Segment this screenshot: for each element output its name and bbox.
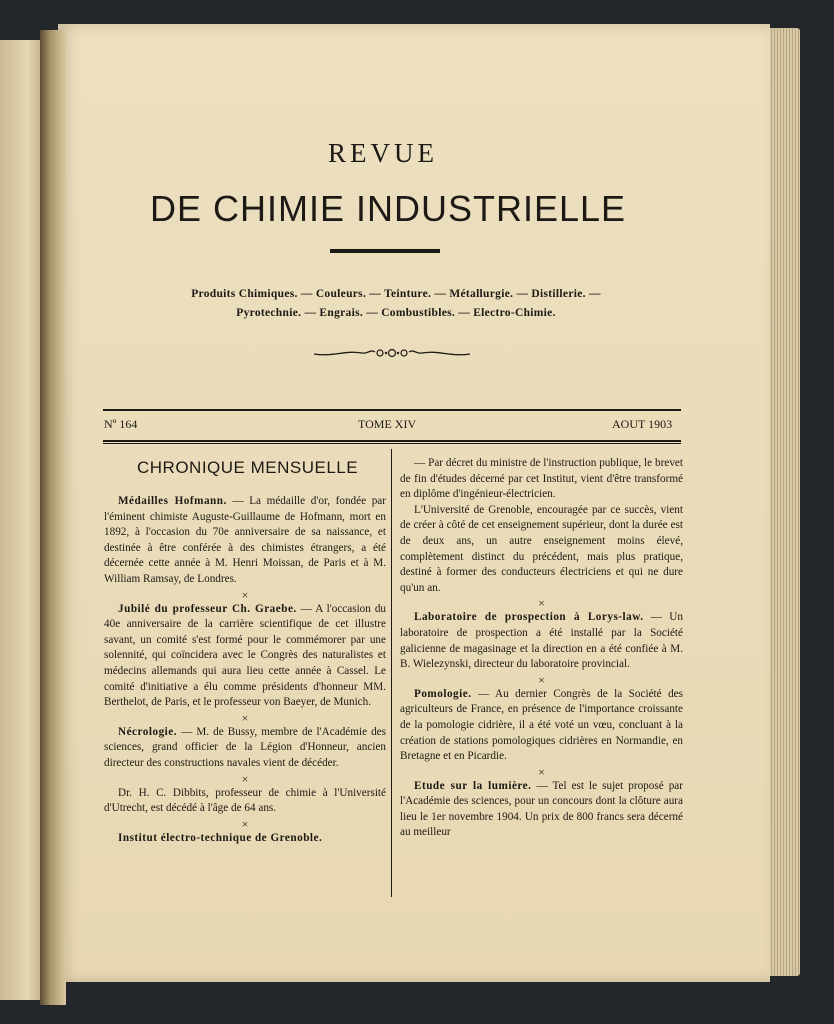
article-text: — A l'occasion du 40e anniversaire de la carrière scientifique de cet illustre savant, un comité s'est formé pour le commémorer par une solennité, qui coïncidera avec le Congrès des naturalistes et médecins allemands qui aura lieu cette année à Cassel. Le comité d'initiative a élu comme présidents d'honneur MM. Berthelot, de Paris, et le professeur von Baeyer, de Munich. <box>104 602 387 709</box>
article-heading: Pomologie. <box>414 687 472 700</box>
title-rule <box>330 249 440 253</box>
header-rule-bottom <box>103 440 681 442</box>
article-jubile <box>104 602 386 711</box>
separator-icon: × <box>538 596 545 611</box>
article-heading: Institut électro-technique de Grenoble. <box>118 831 323 844</box>
article-heading: Nécrologie. <box>118 725 178 738</box>
journal-overtitle: REVUE <box>328 138 438 168</box>
issue-date: AOUT 1903 <box>612 417 673 431</box>
article-text: — M. de Bussy, membre de l'Académie des sciences, grand officier de la Légion d'Honneur, ancien directeur des constructions navales vient de décéder. <box>104 725 386 769</box>
topics-line-2: Pyrotechnie. — Engrais. — Combustibles. — Electro-Chimie. <box>236 307 556 319</box>
separator-icon: × <box>538 764 545 779</box>
article-text: — La médaille d'or, fondée par l'éminent chimiste Auguste-Guillaume de Hofmann, mort en 1892, à l'occasion du 70e anniversaire de sa naissance, et destinée à être conférée à des chimistes étrangers, a été décernée cette année à M. Henri Moissan, de Paris et à M. William Ramsay, de Londres. <box>104 495 386 585</box>
article-medailles <box>104 494 386 588</box>
journal-title: DE CHIMIE INDUSTRIELLE <box>149 188 627 229</box>
article-lumiere <box>400 779 683 841</box>
right-column <box>400 456 683 841</box>
article-text: — Un laboratoire de prospection a été installé par la Société galicienne de magasinage et la direction en a été confiée à M. B. Wielezynski, directeur du laboratoire provincial. <box>400 611 683 671</box>
separator-icon: × <box>241 771 249 786</box>
section-title: CHRONIQUE MENSUELLE <box>137 458 359 477</box>
topics-line-1: Produits Chimiques. — Couleurs. — Teinture. — Métallurgie. — Distillerie. — <box>191 288 601 300</box>
tome-label: TOME XIV <box>358 417 417 431</box>
article-institut <box>104 831 386 847</box>
separator-icon: × <box>241 587 249 602</box>
journal-topics <box>96 285 696 323</box>
left-column <box>104 494 386 846</box>
article-laboratoire <box>400 610 683 672</box>
article-universite: L'Université de Grenoble, encouragée par ce succès, vient de créer à côté de cet enseignement supérieur, dont la durée est de deux ans, un autre enseignement moins élevé, complètement distinct du précédent, mais plus pratique, destiné à former des conducteurs électriciens et qui ne dure qu'un an. <box>400 503 683 594</box>
article-heading: Jubilé du professeur Ch. Graebe. <box>118 602 297 615</box>
issue-number: Nº 164 <box>104 417 138 431</box>
article-heading: Laboratoire de prospection à Lorys-law. <box>414 611 644 624</box>
article-pomologie <box>400 687 683 765</box>
header-rule-top <box>103 409 681 411</box>
article-dibbits: Dr. H. C. Dibbits, professeur de chimie à l'Université d'Utrecht, est décédé à l'âge de 64 ans. <box>104 786 386 815</box>
separator-icon: × <box>241 816 249 831</box>
article-institut-continued: — Par décret du ministre de l'instruction publique, le brevet de fin d'études décerné par cet Institut, vient d'être transformé en diplôme d'ingénieur-électricien. <box>400 457 683 501</box>
article-text: — Au dernier Congrès de la Société des agriculteurs de France, en présence de l'importance croissante de la pomologie cidrière, il a été voté un vœu, concluant à la création de stations pomologiques cidrières en Normandie, en Bretagne et en Picardie. <box>400 687 683 763</box>
article-heading: Médailles Hofmann. <box>118 495 227 507</box>
book-gutter <box>40 30 66 1005</box>
article-heading: Etude sur la lumière. <box>414 779 532 792</box>
article-text: — Tel est le sujet proposé par l'Académie des sciences, pour un concours dont la clôture aura lieu le 1er novembre 1904. Un prix de 800 francs sera décerné au meilleur <box>400 779 683 839</box>
separator-icon: × <box>241 710 249 725</box>
header-rule-bottom-thin <box>103 443 681 444</box>
separator-icon: × <box>538 672 545 687</box>
column-divider <box>391 449 392 897</box>
article-necrologie <box>104 725 386 772</box>
ornament-flourish-icon <box>312 343 472 363</box>
